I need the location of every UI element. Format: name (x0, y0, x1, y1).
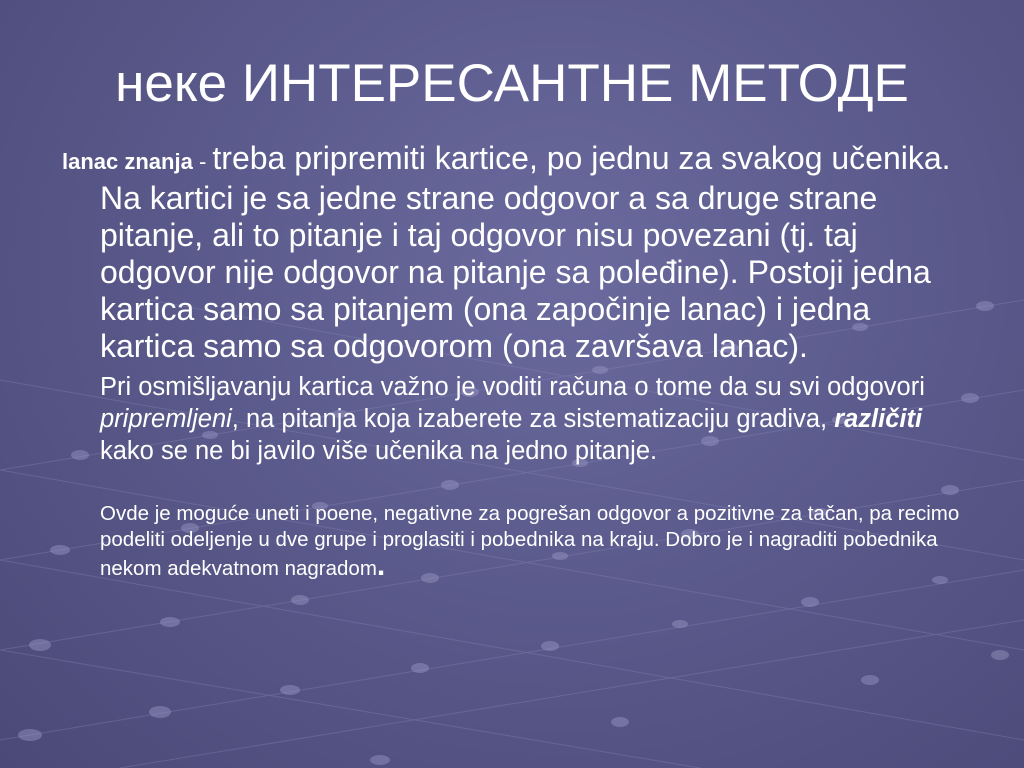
slide-title: неке ИНТЕРЕСАНТНЕ МЕТОДЕ (115, 54, 909, 113)
small-paragraph (100, 501, 972, 582)
sub-text-part2: , na pitanja koja izaberete za sistematizaciju gradiva, (231, 405, 835, 433)
lead-dash: - (192, 149, 213, 174)
sub-text-italic: pripremljeni (100, 405, 232, 433)
sub-text-bold-italic: različiti (834, 405, 923, 433)
main-paragraph (62, 140, 972, 365)
small-text: Ovde je moguće uneti i poene, negativne za pogrešan odgovor a pozitivne za tačan, pa recimo podeliti odeljenje u dve grupe i proglasiti i pobednika na kraju. Dobro je i nagraditi pobednika nekom adekvatnom nagradom (100, 502, 960, 580)
lead-term: lanac znanja (62, 149, 193, 174)
sub-text-part3: kako se ne bi javilo više učenika na jedno pitanje. (100, 437, 658, 465)
sub-text-part1: Pri osmišljavanju kartica važno je voditi računa o tome da su svi odgovori (100, 373, 925, 401)
slide-body (62, 140, 972, 582)
main-text: treba pripremiti kartice, po jednu za svakog učenika. Na kartici je sa jedne strane odgovor a sa druge strane pitanje, ali to pitanje i taj odgovor nisu povezani (tj. taj odgovor nije odgovor na pitanje sa poleđine). Postoji jedna kartica samo sa pitanjem (ona započinje lanac) i jedna kartica samo sa odgovorom (ona završava lanac). (100, 140, 951, 364)
sub-paragraph (100, 371, 972, 467)
small-text-end: . (376, 549, 386, 582)
